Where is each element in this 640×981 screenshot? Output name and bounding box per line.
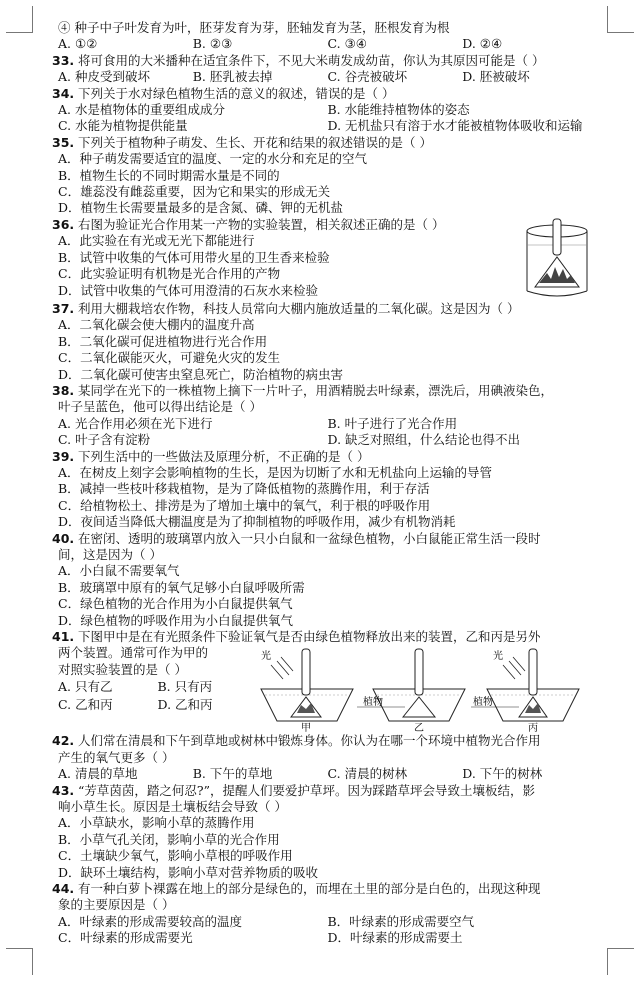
question-text: 将可食用的大米播种在适宜条件下，不见大米萌发成幼苗，你认为其原因可能是（ ）: [78, 52, 545, 68]
q44-option-b[interactable]: B．叶绿素的形成需要空气: [327, 913, 475, 929]
question-number: 40.: [52, 530, 75, 546]
apparatus-bing: [471, 649, 579, 733]
q33-option-d[interactable]: D. 胚被破坏: [462, 69, 530, 85]
q35-option-d[interactable]: D．植物生长需要量最多的是含氮、磷、钾的无机盐: [58, 200, 344, 216]
crop-mark-bottom-right: [607, 948, 634, 975]
question-text: 右图为验证光合作用某一产物的实验装置，相关叙述正确的是（ ）: [78, 216, 445, 232]
question-number: 33.: [52, 52, 75, 68]
plant-label-1: 植物: [363, 697, 383, 709]
q43-option-d[interactable]: D．缺环土壤结构，影响小草对营养物质的吸收: [58, 864, 319, 880]
q34-option-c[interactable]: C. 水能为植物提供能量: [58, 118, 188, 134]
q32-statement-4: ④ 种子中子叶发育为叶，胚芽发育为芽，胚轴发育为茎，胚根发育为根: [58, 20, 450, 35]
q41-options-row2: [52, 697, 257, 713]
q34-option-b[interactable]: B. 水能维持植物体的姿态: [327, 102, 470, 118]
q35-option-c[interactable]: C．雄蕊没有雌蕊重要，因为它和果实的形成无关: [58, 184, 331, 200]
q34-stem: [52, 86, 597, 102]
light-label: 光: [261, 651, 271, 663]
q39-option-a[interactable]: A．在树皮上刻字会影响植物的生长，是因为切断了水和无机盐向上运输的导管: [58, 464, 493, 480]
q40-option-d[interactable]: D．绿色植物的呼吸作用为小白鼠提供氧气: [58, 612, 294, 628]
q34-option-d[interactable]: D. 无机盐只有溶于水才能被植物体吸收和运输: [327, 118, 583, 134]
q32-option-d[interactable]: D. ②④: [462, 36, 503, 52]
q44-options-row2: [52, 930, 597, 946]
q41-options-row1: [52, 679, 257, 695]
q36-option-b[interactable]: B．试管中收集的气体可用带火星的卫生香来检验: [58, 249, 330, 265]
q37-option-b[interactable]: B．二氧化碳可促进植物进行光合作用: [58, 333, 268, 349]
crop-mark-top-right: [607, 6, 634, 33]
question-text: 下列关于植物种子萌发、生长、开花和结果的叙述错误的是（ ）: [78, 134, 432, 150]
q34-options-row1: [52, 102, 597, 118]
question-text: 下列生活中的一些做法及原理分析，不正确的是（ ）: [78, 448, 370, 464]
q39-option-c[interactable]: C．给植物松土、排涝是为了增加土壤中的氧气，利于根的呼吸作用: [58, 497, 431, 513]
apparatus-jia: [261, 649, 353, 733]
q36-option-a[interactable]: A．此实验在有光或无光下都能进行: [58, 233, 255, 249]
q38-stem-continued: 叶子呈蓝色，他可以得出结论是（ ）: [58, 399, 262, 415]
question-text: 利用大棚栽培农作物，科技人员常向大棚内施放适量的二氧化碳。这是因为（ ）: [78, 300, 520, 316]
q37-option-c[interactable]: C．二氧化碳能灭火，可避免火灾的发生: [58, 350, 281, 366]
q43-stem-continued: 响小草生长。原因是土壤板结会导致（ ）: [58, 799, 287, 815]
q36-stem: [52, 217, 517, 233]
q44-option-d[interactable]: D．叶绿素的形成需要土: [327, 930, 463, 946]
question-number: 38.: [52, 382, 75, 398]
bing-label: 丙: [528, 723, 538, 734]
exam-sheet: [52, 20, 597, 947]
crop-mark-bottom-left: [6, 948, 33, 975]
q41-stem-continued-2: 对照实验装置的是（ ）: [58, 661, 187, 677]
q38-option-d[interactable]: D. 缺乏对照组，什么结论也得不出: [327, 432, 521, 448]
question-text: “芳草茵茵，踏之何忍?”，提醒人们要爱护草坪。因为踩踏草坪会导致土壤板结，影: [78, 782, 535, 798]
q43-stem: [52, 783, 597, 799]
q43-option-c[interactable]: C．土壤缺少氧气，影响小草根的呼吸作用: [58, 848, 293, 864]
q40-option-b[interactable]: B．玻璃罩中原有的氧气足够小白鼠呼吸所需: [58, 579, 305, 595]
question-text: 下列关于水对绿色植物生活的意义的叙述，错误的是（ ）: [78, 85, 395, 101]
q43-option-a[interactable]: A．小草缺水，影响小草的蒸腾作用: [58, 815, 255, 831]
q41-option-c[interactable]: C. 乙和丙: [58, 696, 113, 712]
q35-option-b[interactable]: B．植物生长的不同时期需水量是不同的: [58, 167, 280, 183]
q32-option-b[interactable]: B. ②③: [192, 36, 233, 52]
q41-option-b[interactable]: B. 只有丙: [157, 679, 213, 695]
q44-option-a[interactable]: A．叶绿素的形成需要较高的温度: [58, 913, 243, 929]
q41-option-d[interactable]: D. 乙和丙: [157, 696, 213, 712]
plant-label-2: 植物: [473, 697, 493, 709]
apparatus-yi: [357, 649, 465, 733]
q40-option-c[interactable]: C．绿色植物的光合作用为小白鼠提供氧气: [58, 596, 293, 612]
q38-options-row1: [52, 416, 597, 432]
question-text: 某同学在光下的一株植物上摘下一片叶子，用酒精脱去叶绿素，漂洗后，用碘液染色，: [78, 382, 554, 398]
question-text: 下图甲中是在有光照条件下验证氧气是否由绿色植物释放出来的装置，乙和丙是另外: [78, 629, 541, 644]
q39-option-d[interactable]: D．夜间适当降低大棚温度是为了抑制植物的呼吸作用，减少有机物消耗: [58, 514, 456, 530]
q38-option-a[interactable]: A. 光合作用必须在光下进行: [58, 415, 213, 431]
q42-stem: [52, 733, 597, 749]
question-number: 43.: [52, 782, 75, 798]
q44-stem: [52, 881, 597, 897]
question-number: 37.: [52, 300, 75, 316]
q38-stem: [52, 383, 597, 399]
q36-option-c[interactable]: C．此实验证明有机物是光合作用的产物: [58, 266, 281, 282]
q37-stem: [52, 301, 597, 317]
q34-option-a[interactable]: A. 水是植物体的重要组成成分: [58, 102, 225, 118]
q41-apparatus-figure: [257, 645, 597, 733]
q35-option-a[interactable]: A．种子萌发需要适宜的温度、一定的水分和充足的空气: [58, 151, 368, 167]
q40-option-a[interactable]: A．小白鼠不需要氧气: [58, 563, 180, 579]
q33-option-c[interactable]: C. 谷壳被破坏: [327, 69, 408, 85]
q39-option-b[interactable]: B．减掉一些枝叶移栽植物，是为了降低植物的蒸腾作用，利于存活: [58, 481, 430, 497]
question-number: 36.: [52, 216, 75, 232]
q32-options: [52, 36, 597, 52]
question-number: 34.: [52, 85, 75, 101]
question-text: 有一种白萝卜裸露在地上的部分是绿色的，而埋在土里的部分是白色的，出现这种现: [78, 881, 541, 897]
q32-option-c[interactable]: C. ③④: [327, 36, 367, 52]
q32-option-a[interactable]: A. ①②: [58, 36, 98, 52]
question-number: 41.: [52, 629, 75, 644]
q40-stem: [52, 531, 597, 547]
q44-stem-continued: 象的主要原因是（ ）: [58, 897, 175, 913]
q44-option-c[interactable]: C．叶绿素的形成需要光: [58, 930, 193, 946]
q42-option-b[interactable]: B. 下午的草地: [192, 766, 273, 782]
question-number: 42.: [52, 733, 75, 749]
q33-options: [52, 69, 597, 85]
q37-option-d[interactable]: D．二氧化碳可使害虫窒息死亡，防治植物的病虫害: [58, 366, 344, 382]
q41-stem: [52, 629, 597, 645]
q36-option-d[interactable]: D．试管中收集的气体可用澄清的石灰水来检验: [58, 282, 319, 298]
q40-stem-continued: 间，这是因为（ ）: [58, 546, 162, 562]
question-number: 35.: [52, 134, 75, 150]
question-text: 人们常在清晨和下午到草地或树林中锻炼身体。你认为在哪一个环境中植物光合作用: [78, 733, 541, 749]
question-text: 在密闭、透明的玻璃罩内放入一只小白鼠和一盆绿色植物，小白鼠能正常生活一段时: [78, 530, 541, 546]
q38-option-b[interactable]: B. 叶子进行了光合作用: [327, 415, 458, 431]
q42-stem-continued: 产生的氧气更多（ ）: [58, 749, 175, 765]
q42-options: [52, 766, 597, 782]
q36-beaker-figure: [517, 217, 597, 301]
q33-option-b[interactable]: B. 胚乳被去掉: [192, 69, 273, 85]
q44-options-row1: [52, 914, 597, 930]
q39-stem: [52, 449, 597, 465]
q42-option-a[interactable]: A. 清晨的草地: [58, 766, 138, 782]
light-label-2: 光: [493, 651, 503, 663]
jia-label: 甲: [301, 723, 311, 734]
crop-mark-top-left: [6, 6, 33, 33]
q35-stem: [52, 135, 597, 151]
q37-option-a[interactable]: A．二氧化碳会使大棚内的温度升高: [58, 317, 255, 333]
question-number: 44.: [52, 881, 75, 897]
q34-options-row2: [52, 118, 597, 134]
q38-options-row2: [52, 432, 597, 448]
question-number: 39.: [52, 448, 75, 464]
q41-block: [52, 645, 597, 733]
q42-option-d[interactable]: D. 下午的树林: [462, 766, 543, 782]
yi-label: 乙: [414, 723, 424, 734]
q42-option-c[interactable]: C. 清晨的树林: [327, 766, 408, 782]
q33-stem: [52, 53, 597, 69]
q41-stem-continued: 两个装置。通常可作为甲的: [58, 645, 209, 661]
q33-option-a[interactable]: A. 种皮受到破坏: [58, 69, 150, 85]
q38-option-c[interactable]: C. 叶子含有淀粉: [58, 432, 151, 448]
q36-block: [52, 217, 597, 301]
q43-option-b[interactable]: B．小草气孔关闭，影响小草的光合作用: [58, 831, 280, 847]
q41-option-a[interactable]: A. 只有乙: [58, 679, 113, 695]
